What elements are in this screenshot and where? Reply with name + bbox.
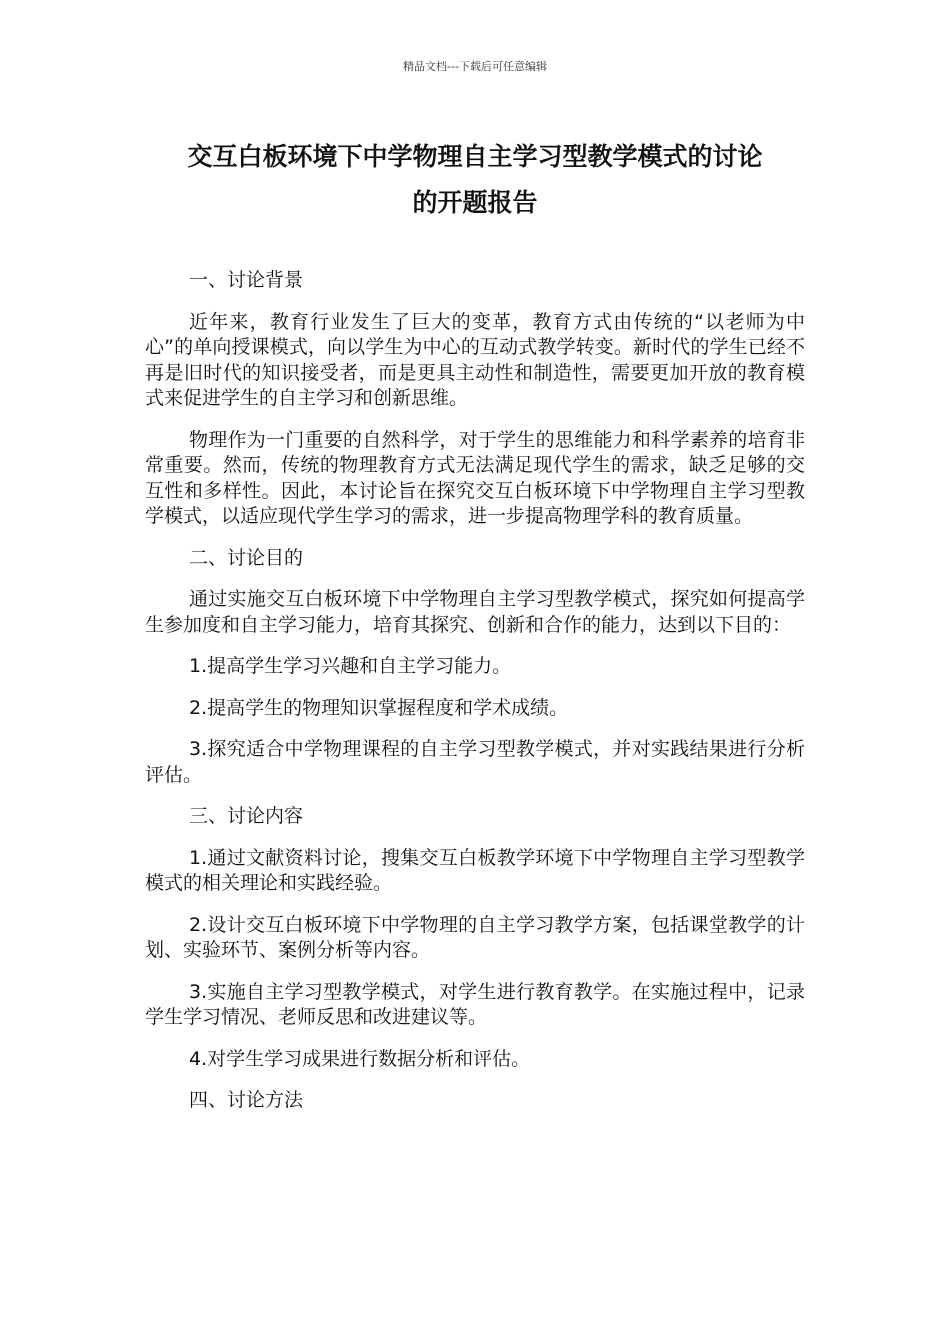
list-item: 3.探究适合中学物理课程的自主学习型教学模式，并对实践结果进行分析评估。 xyxy=(145,738,805,786)
paragraph: 通过实施交互白板环境下中学物理自主学习型教学模式，探究如何提高学生参加度和自主学习能力，培育其探究、创新和合作的能力，达到以下目的： xyxy=(145,588,805,636)
header-note: 精品文档---下载后可任意编辑 xyxy=(403,60,547,73)
list-item: 4.对学生学习成果进行数据分析和评估。 xyxy=(189,1047,531,1070)
section-heading-method: 四、讨论方法 xyxy=(189,1089,304,1111)
section-heading-background: 一、讨论背景 xyxy=(189,269,304,291)
list-item: 1.通过文献资料讨论，搜集交互白板教学环境下中学物理自主学习型教学模式的相关理论和实践经验。 xyxy=(145,846,805,894)
list-item: 3.实施自主学习型教学模式，对学生进行教育教学。在实施过程中，记录学生学习情况、老师反思和改进建议等。 xyxy=(145,980,805,1028)
list-item: 2.设计交互白板环境下中学物理的自主学习教学方案，包括课堂教学的计划、实验环节、案例分析等内容。 xyxy=(145,913,805,961)
list-item: 1.提高学生学习兴趣和自主学习能力。 xyxy=(189,655,512,677)
title-line-2: 的开题报告 xyxy=(412,188,538,217)
paragraph: 近年来，教育行业发生了巨大的变革，教育方式由传统的“以老师为中心”的单向授课模式，向以学生为中心的互动式教学转变。新时代的学生已经不再是旧时代的知识接受者，而是更具主动性和制造性，需要更加开放的教育模式来促进学生的自主学习和创新思维。 xyxy=(145,310,805,409)
document-title xyxy=(125,134,825,226)
paragraph: 物理作为一门重要的自然科学，对于学生的思维能力和科学素养的培育非常重要。然而，传统的物理教育方式无法满足现代学生的需求，缺乏足够的交互性和多样性。因此，本讨论旨在探究交互白板环境下中学物理自主学习型教学模式，以适应现代学生学习的需求，进一步提高物理学科的教育质量。 xyxy=(145,428,805,527)
title-line-1: 交互白板环境下中学物理自主学习型教学模式的讨论 xyxy=(187,142,763,171)
section-heading-purpose: 二、讨论目的 xyxy=(189,546,304,569)
list-item: 2.提高学生的物理知识掌握程度和学术成绩。 xyxy=(189,696,569,719)
section-heading-content: 三、讨论内容 xyxy=(189,805,304,827)
document-body xyxy=(145,268,805,1130)
